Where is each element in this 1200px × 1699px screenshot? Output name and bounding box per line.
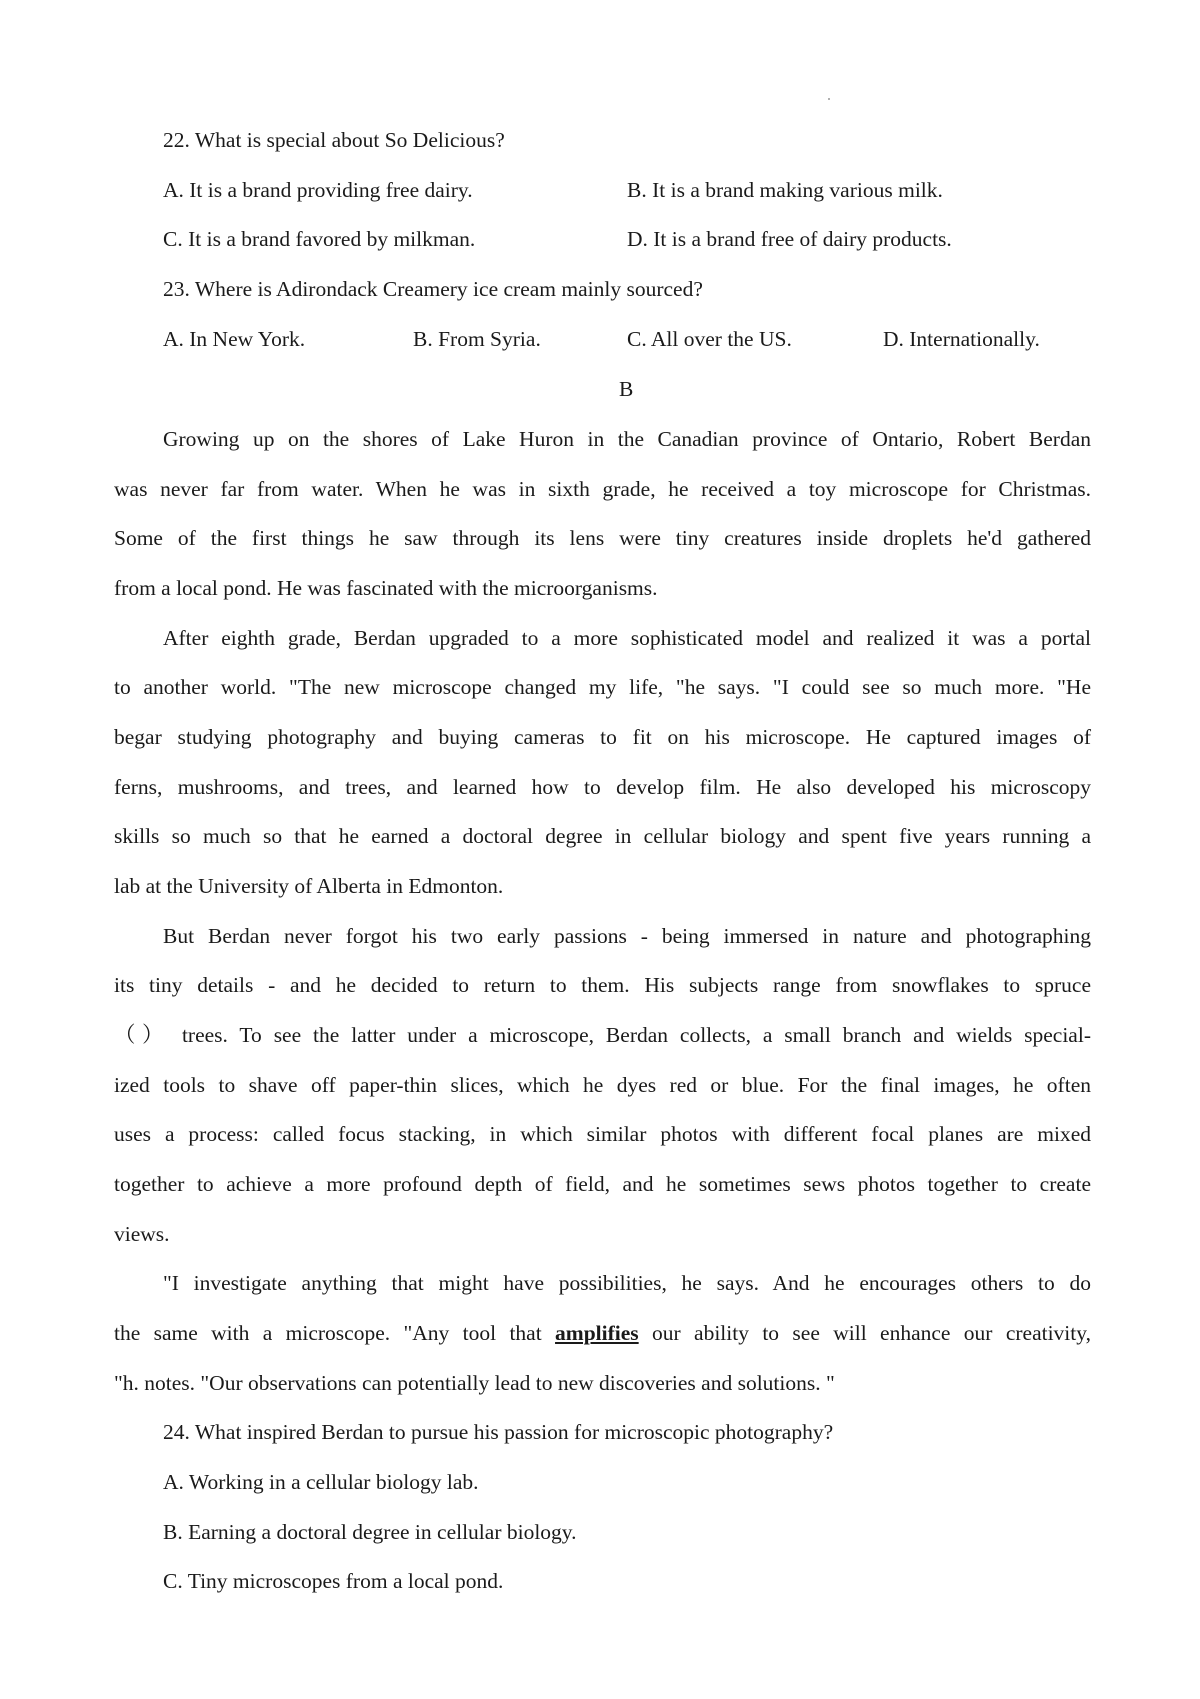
passage-p4-line bbox=[114, 1323, 1091, 1345]
passage-p3-line: （） trees. To see the latter under a microscope, Berdan collects, a small branch and wields special- bbox=[114, 1023, 1091, 1047]
passage-p4-line: "I investigate anything that might have possibilities, he says. And he encourages others to do bbox=[163, 1271, 1091, 1295]
question-22-option-d: D. It is a brand free of dairy products. bbox=[627, 227, 952, 251]
passage-p3-line: But Berdan never forgot his two early passions - being immersed in nature and photographing bbox=[163, 924, 1091, 948]
passage-p2-line: skills so much so that he earned a doctoral degree in cellular biology and spent five years running a bbox=[114, 824, 1091, 848]
question-23-option-b: B. From Syria. bbox=[413, 327, 541, 351]
passage-p2-line: lab at the University of Alberta in Edmonton. bbox=[114, 874, 504, 898]
passage-p3-line: views. bbox=[114, 1222, 170, 1246]
passage-p1-line: from a local pond. He was fascinated with the microorganisms. bbox=[114, 576, 658, 600]
emphasized-word: amplifies bbox=[555, 1321, 639, 1345]
question-22-stem: 22. What is special about So Delicious? bbox=[163, 128, 505, 152]
question-24-option-a: A. Working in a cellular biology lab. bbox=[163, 1470, 479, 1494]
passage-p1-line: Growing up on the shores of Lake Huron in the Canadian province of Ontario, Robert Berdan bbox=[163, 427, 1091, 451]
question-23-stem: 23. Where is Adirondack Creamery ice cream mainly sourced? bbox=[163, 277, 703, 301]
passage-text: the same with a microscope. "Any tool that bbox=[114, 1321, 556, 1345]
passage-p2-line: After eighth grade, Berdan upgraded to a more sophisticated model and realized it was a portal bbox=[163, 626, 1091, 650]
question-22-option-c: C. It is a brand favored by milkman. bbox=[163, 227, 476, 251]
question-23-option-a: A. In New York. bbox=[163, 327, 306, 351]
passage-p3-line: uses a process: called focus stacking, in which similar photos with different focal planes are mixed bbox=[114, 1122, 1091, 1146]
section-title: B bbox=[619, 377, 634, 401]
question-22-option-b: B. It is a brand making various milk. bbox=[627, 178, 943, 202]
scan-speck bbox=[828, 98, 830, 100]
passage-p3-line: ized tools to shave off paper-thin slices, which he dyes red or blue. For the final images, he often bbox=[114, 1073, 1091, 1097]
passage-p2-line: to another world. "The new microscope changed my life, "he says. "I could see so much more. "He bbox=[114, 675, 1091, 699]
question-23-option-c: C. All over the US. bbox=[627, 327, 792, 351]
passage-p1-line: was never far from water. When he was in sixth grade, he received a toy microscope for Christmas. bbox=[114, 477, 1091, 501]
question-24-option-b: B. Earning a doctoral degree in cellular biology. bbox=[163, 1520, 577, 1544]
question-23-option-d: D. Internationally. bbox=[883, 327, 1040, 351]
question-24-stem: 24. What inspired Berdan to pursue his passion for microscopic photography? bbox=[163, 1420, 834, 1444]
passage-p2-line: ferns, mushrooms, and trees, and learned how to develop film. He also developed his microscopy bbox=[114, 775, 1091, 799]
question-24-option-c: C. Tiny microscopes from a local pond. bbox=[163, 1569, 504, 1593]
question-22-option-a: A. It is a brand providing free dairy. bbox=[163, 178, 473, 202]
passage-p3-line: together to achieve a more profound depth of field, and he sometimes sews photos together to create bbox=[114, 1172, 1091, 1196]
passage-p3-line: its tiny details - and he decided to return to them. His subjects range from snowflakes to spruce bbox=[114, 973, 1091, 997]
passage-p4-line: "h. notes. "Our observations can potentially lead to new discoveries and solutions. " bbox=[114, 1371, 835, 1395]
passage-p2-line: begar studying photography and buying cameras to fit on his microscope. He captured images of bbox=[114, 725, 1091, 749]
passage-text: our ability to see will enhance our creativity, bbox=[638, 1321, 1091, 1345]
passage-p1-line: Some of the first things he saw through its lens were tiny creatures inside droplets he'd gathered bbox=[114, 526, 1091, 550]
